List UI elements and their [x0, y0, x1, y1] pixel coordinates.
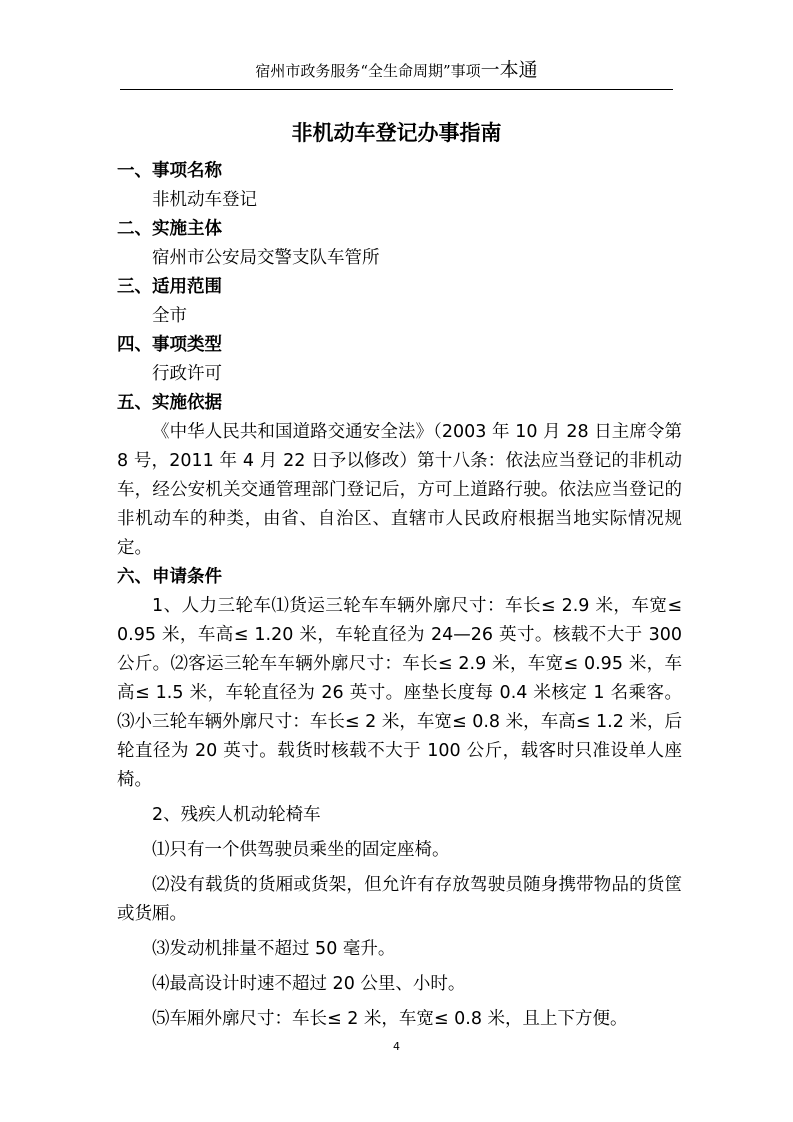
condition-item-2-sub-4: ⑷最高设计时速不超过 20 公里、小时。 — [152, 974, 466, 994]
section-heading-conditions: 六、申请条件 — [117, 567, 222, 587]
section-content-item-name: 非机动车登记 — [152, 190, 257, 210]
section-heading-basis: 五、实施依据 — [117, 393, 222, 413]
condition-item-2-sub-1: ⑴只有一个供驾驶员乘坐的固定座椅。 — [152, 840, 450, 860]
section-content-type: 行政许可 — [152, 364, 222, 384]
section-heading-scope: 三、适用范围 — [117, 277, 222, 297]
condition-item-2-sub-2: ⑵没有载货的货厢或货架，但允许有存放驾驶员随身携带物品的货筐或货厢。 — [117, 875, 682, 924]
document-title: 非机动车登记办事指南 — [291, 121, 502, 145]
running-header — [120, 59, 673, 90]
condition-item-1: 1、人力三轮车⑴货运三轮车车辆外廓尺寸：车长≤ 2.9 米，车宽≤ 0.95 米，车高≤ 1.20 米，车轮直径为 24—26 英寸。核载不大于 300 公斤。⑵客运三轮车车辆外廓尺寸：车长≤ 2.9 米，车宽≤ 0.95 米，车高≤ 1.5 米，车轮直径为 26 英寸。座垫长度每 0.4 米核定 1 名乘客。⑶小三轮车辆外廓尺寸：车长≤ 2 米，车宽≤ 0.8 米，车高≤ 1.2 米，后轮直径为 20 英寸。载货时核载不大于 100 公斤，载客时只准设单人座椅。 — [117, 596, 682, 790]
condition-item-2-sub-3: ⑶发动机排量不超过 50 毫升。 — [152, 939, 396, 959]
section-content-implementer: 宿州市公安局交警支队车管所 — [152, 248, 380, 268]
page-number: 4 — [393, 1040, 400, 1053]
header-text: 宿州市政务服务“全生命周期”事项 — [255, 62, 481, 80]
section-heading-implementer: 二、实施主体 — [117, 219, 222, 239]
header-text-large: 一本通 — [480, 59, 538, 81]
section-content-basis: 《中华人民共和国道路交通安全法》（2003 年 10 月 28 日主席令第 8 号，2011 年 4 月 22 日予以修改）第十八条：依法应当登记的非机动车，经公安机关交通管理部门登记后，方可上道路行驶。依法应当登记的非机动车的种类，由省、自治区、直辖市人民政府根据当地实际情况规定。 — [117, 422, 682, 558]
section-heading-item-name: 一、事项名称 — [117, 161, 222, 181]
condition-item-2-title: 2、残疾人机动轮椅车 — [152, 805, 321, 825]
document-body — [117, 157, 682, 1034]
section-heading-type: 四、事项类型 — [117, 335, 222, 355]
condition-item-2-sub-5: ⑸车厢外廓尺寸：车长≤ 2 米，车宽≤ 0.8 米，且上下方便。 — [152, 1009, 628, 1029]
section-content-scope: 全市 — [152, 306, 187, 326]
